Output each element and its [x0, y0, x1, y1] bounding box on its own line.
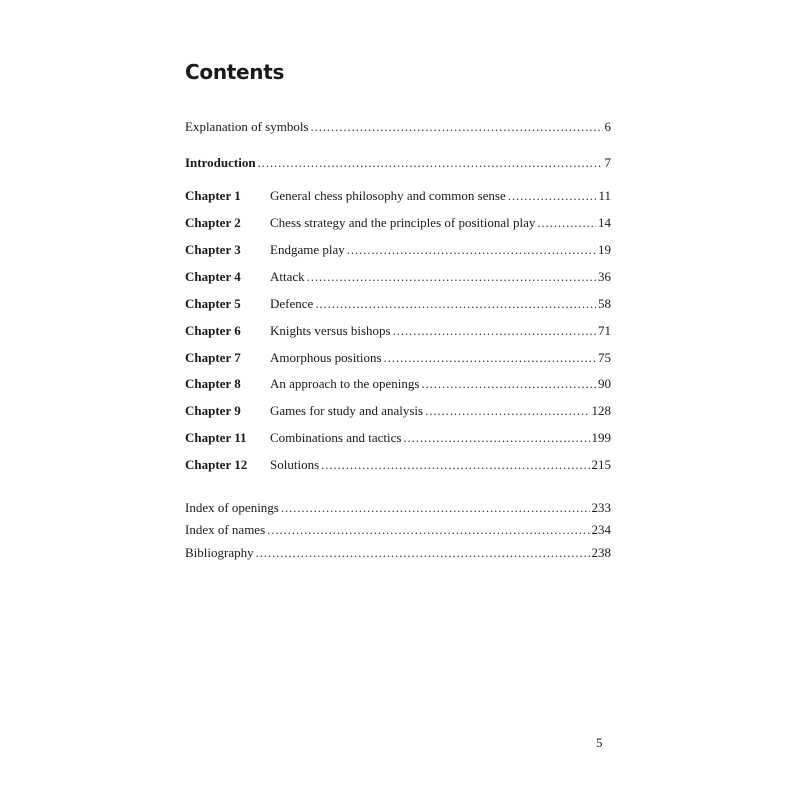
toc-chapter-12[interactable]	[185, 457, 611, 477]
toc-entry-label: Index of names	[185, 522, 266, 537]
toc-entry-label: Explanation of symbols	[185, 119, 309, 134]
dot-leader	[508, 188, 597, 204]
toc-page-number: 234	[591, 522, 611, 537]
toc-chapter-5[interactable]	[185, 296, 611, 316]
chapter-number: Chapter 12	[185, 457, 248, 472]
toc-page-number: 75	[598, 350, 611, 365]
dot-leader	[256, 545, 590, 561]
chapter-title: Endgame play	[270, 242, 345, 257]
toc-page-number: 238	[591, 545, 611, 560]
dot-leader	[267, 522, 589, 538]
toc-entry-label: Index of openings	[185, 500, 279, 515]
toc-entry-label: Introduction	[185, 155, 256, 170]
dot-leader	[537, 215, 596, 231]
dot-leader	[315, 296, 596, 312]
toc-chapter-11[interactable]	[185, 430, 611, 450]
dot-leader	[281, 500, 590, 516]
toc-chapter-1[interactable]	[185, 188, 611, 208]
dot-leader	[307, 269, 596, 285]
toc-page-number: 233	[591, 500, 611, 515]
dot-leader	[384, 350, 596, 366]
dot-leader	[421, 376, 596, 392]
chapter-title: Games for study and analysis	[270, 403, 424, 418]
chapter-number: Chapter 6	[185, 323, 241, 338]
toc-page-number: 7	[604, 155, 611, 170]
chapter-title: Chess strategy and the principles of positional play	[270, 215, 536, 230]
chapter-number: Chapter 2	[185, 215, 241, 230]
chapter-number: Chapter 4	[185, 269, 241, 284]
chapter-number: Chapter 3	[185, 242, 241, 257]
toc-entry-bibliography[interactable]	[185, 545, 611, 565]
toc-page-number: 90	[598, 376, 611, 391]
toc-page-number: 199	[591, 430, 611, 445]
toc-chapter-6[interactable]	[185, 323, 611, 343]
dot-leader	[347, 242, 596, 258]
toc-entry-index-of-names[interactable]	[185, 522, 611, 542]
chapter-title: General chess philosophy and common sense	[270, 188, 506, 203]
chapter-title: Solutions	[270, 457, 320, 472]
toc-page-number: 11	[598, 188, 611, 203]
toc-page-number: 14	[598, 215, 611, 230]
dot-leader	[425, 403, 589, 419]
toc-page-number: 128	[591, 403, 611, 418]
toc-page-number: 6	[604, 119, 611, 134]
chapter-title: Combinations and tactics	[270, 430, 402, 445]
toc-chapter-3[interactable]	[185, 242, 611, 262]
toc-chapter-9[interactable]	[185, 403, 611, 423]
dot-leader	[321, 457, 589, 473]
dot-leader	[258, 155, 603, 171]
toc-chapter-8[interactable]	[185, 376, 611, 396]
toc-chapter-7[interactable]	[185, 350, 611, 370]
toc-page-number: 215	[591, 457, 611, 472]
chapter-number: Chapter 8	[185, 376, 241, 391]
chapter-title: Attack	[270, 269, 305, 284]
toc-entry-index-of-openings[interactable]	[185, 500, 611, 520]
chapter-title: Defence	[270, 296, 314, 311]
toc-page-number: 36	[598, 269, 611, 284]
chapter-number: Chapter 1	[185, 188, 241, 203]
dot-leader	[311, 119, 603, 135]
toc-chapter-2[interactable]	[185, 215, 611, 235]
dot-leader	[403, 430, 589, 446]
toc-entry-introduction[interactable]	[185, 155, 611, 175]
chapter-title: Knights versus bishops	[270, 323, 391, 338]
chapter-number: Chapter 11	[185, 430, 247, 445]
toc-page-number: 58	[598, 296, 611, 311]
chapter-number: Chapter 7	[185, 350, 241, 365]
chapter-title: Amorphous positions	[270, 350, 382, 365]
page-title: Contents	[185, 60, 285, 84]
toc-entry-explanation-of-symbols[interactable]	[185, 119, 611, 139]
toc-entry-label: Bibliography	[185, 545, 254, 560]
toc-page-number: 71	[598, 323, 611, 338]
dot-leader	[393, 323, 596, 339]
chapter-number: Chapter 5	[185, 296, 241, 311]
page-number-footer: 5	[596, 735, 603, 750]
toc-page-number: 19	[598, 242, 611, 257]
chapter-number: Chapter 9	[185, 403, 241, 418]
toc-chapter-4[interactable]	[185, 269, 611, 289]
chapter-title: An approach to the openings	[270, 376, 420, 391]
